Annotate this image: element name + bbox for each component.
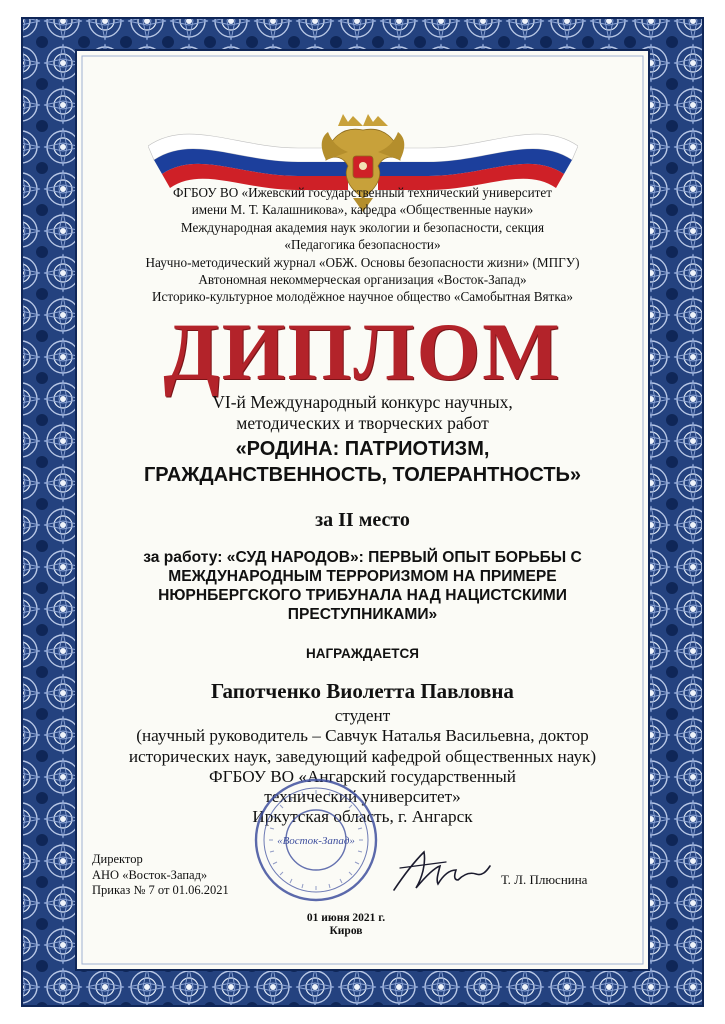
- contest-description: [86, 392, 639, 434]
- issue-date: [266, 912, 426, 938]
- diploma-content: [86, 60, 639, 960]
- organizer-line: имени М. Т. Калашникова», кафедра «Общественные науки»: [191, 202, 534, 218]
- location-line: Иркутская область, г. Ангарск: [252, 807, 473, 827]
- organizer-line: Историко-культурное молодёжное научное общество «Самобытная Вятка»: [152, 289, 573, 305]
- organizer-line: «Педагогика безопасности»: [284, 237, 441, 253]
- organizer-line: Автономная некоммерческая организация «Восток-Запад»: [198, 272, 527, 288]
- supervisor-line: (научный руководитель – Савчук Наталья Васильевна, доктор: [136, 726, 589, 746]
- university-line: ФГБОУ ВО «Ангарский государственный: [209, 766, 516, 786]
- awarded-label: НАГРАЖДАЕТСЯ: [306, 646, 419, 661]
- university-line: технический университет»: [264, 787, 461, 807]
- contest-name-line: «РОДИНА: ПАТРИОТИЗМ,: [235, 438, 490, 460]
- date-line: 01 июня 2021 г.: [306, 912, 386, 924]
- contest-name-line: ГРАЖДАНСТВЕННОСТЬ, ТОЛЕРАНТНОСТЬ»: [143, 464, 582, 486]
- director-org: АНО «Восток-Запад»: [92, 867, 208, 882]
- organizers-list: [86, 184, 639, 306]
- recipient-name: Гапотченко Виолетта Павловна: [211, 679, 514, 703]
- work-title-line: МЕЖДУНАРОДНЫМ ТЕРРОРИЗМОМ НА ПРИМЕРЕ: [168, 568, 557, 585]
- city-line: Киров: [329, 925, 363, 937]
- director-title: Директор: [92, 852, 143, 866]
- director-block: [92, 852, 292, 899]
- recipient-status: студент: [334, 706, 391, 725]
- organizer-line: Научно-методический журнал «ОБЖ. Основы безопасности жизни» (МПГУ): [145, 254, 580, 270]
- signer-name: Т. Л. Плюснина: [501, 872, 588, 887]
- supervisor-line: исторических наук, заведующий кафедрой общественных наук): [128, 746, 597, 766]
- work-title-line: ПРЕСТУПНИКАМИ»: [287, 606, 438, 623]
- organizer-line: Международная академия наук экологии и безопасности, секция: [180, 219, 545, 235]
- work-title-line: НЮРНБЕРГСКОГО ТРИБУНАЛА НАД НАЦИСТСКИМИ: [158, 587, 567, 604]
- work-title-line: за работу: «СУД НАРОДОВ»: ПЕРВЫЙ ОПЫТ БОРЬБЫ С: [143, 549, 582, 566]
- stamp-center-text: «Восток-Запад»: [277, 835, 355, 847]
- organizer-line: ФГБОУ ВО «Ижевский государственный технический университет: [172, 185, 553, 200]
- contest-line: методических и творческих работ: [236, 413, 489, 433]
- director-signature: [386, 842, 496, 898]
- contest-name: [86, 436, 639, 488]
- diploma-title: ДИПЛОМ: [163, 306, 562, 397]
- order-number: Приказ № 7 от 01.06.2021: [92, 883, 229, 897]
- place-award: за II место: [315, 509, 410, 531]
- contest-line: VI-й Международный конкурс научных,: [212, 392, 513, 412]
- work-title: [94, 548, 631, 624]
